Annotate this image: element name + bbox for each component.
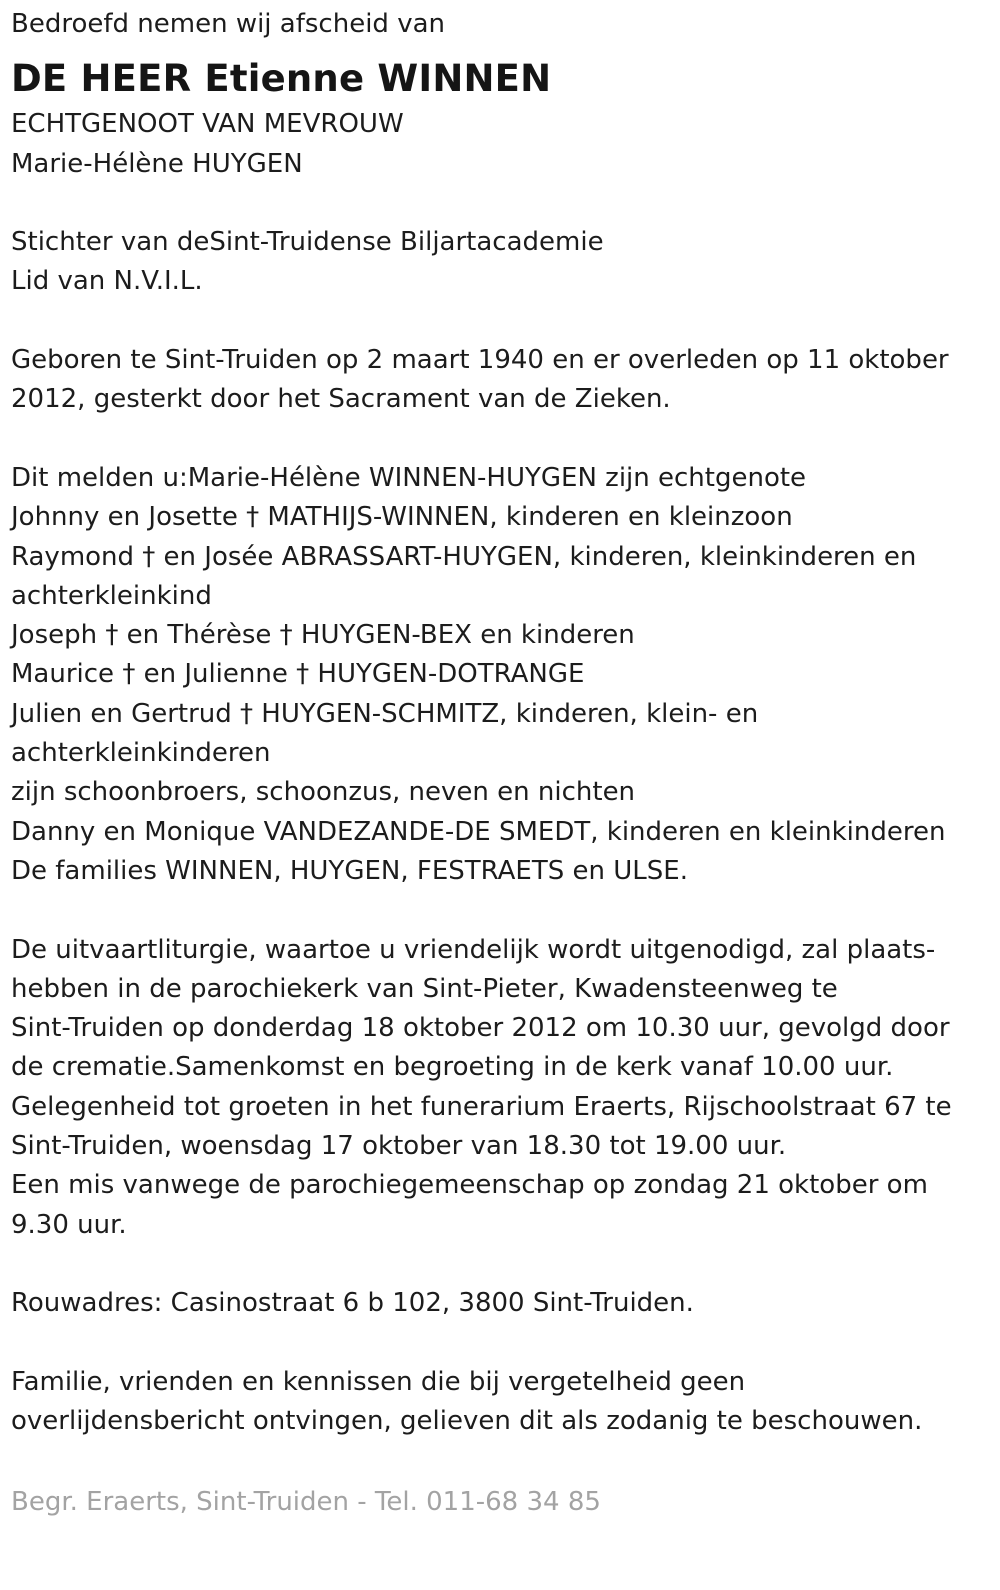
family-line: Maurice † en Julienne † HUYGEN-DOTRANGE (11, 659, 585, 690)
deceased-name: DE HEER Etienne WINNEN (11, 57, 552, 101)
ceremony-line: 9.30 uur. (11, 1209, 127, 1240)
ceremony-line: Een mis vanwege de parochiegemeenschap op zondag 21 oktober om (11, 1170, 928, 1201)
ceremony-line: De uitvaartliturgie, waartoe u vriendelijk wordt uitgenodigd, zal plaats- (11, 934, 936, 965)
ceremony-line: hebben in de parochiekerk van Sint-Pieter, Kwadensteenweg te (11, 973, 838, 1004)
birth-death-line: Geboren te Sint-Truiden op 2 maart 1940 en er overleden op 11 oktober (11, 345, 949, 376)
ceremony-line: de crematie.Samenkomst en begroeting in de kerk vanaf 10.00 uur. (11, 1052, 894, 1083)
roles-section (11, 223, 981, 302)
spacer (11, 891, 981, 930)
family-line: zijn schoonbroers, schoonzus, neven en nichten (11, 777, 636, 808)
spacer (11, 184, 981, 223)
ceremony-section (11, 931, 981, 1245)
family-line: De families WINNEN, HUYGEN, FESTRAETS en ULSE. (11, 855, 688, 886)
family-section (11, 459, 981, 891)
funeral-director-footer: Begr. Eraerts, Sint-Truiden - Tel. 011-68 34 85 (11, 1486, 601, 1517)
family-line: Raymond † en Josée ABRASSART-HUYGEN, kinderen, kleinkinderen en (11, 541, 917, 572)
spacer (11, 302, 981, 341)
ceremony-line: Sint-Truiden, woensdag 17 oktober van 18.30 tot 19.00 uur. (11, 1131, 787, 1162)
spouse-title: ECHTGENOOT VAN MEVROUW (11, 109, 404, 140)
spouse-name: Marie-Hélène HUYGEN (11, 148, 303, 179)
spacer (11, 1245, 981, 1284)
intro-text: Bedroefd nemen wij afscheid van (11, 9, 445, 39)
family-line: Danny en Monique VANDEZANDE-DE SMEDT, kinderen en kleinkinderen (11, 816, 946, 847)
notice-line: Familie, vrienden en kennissen die bij vergetelheid geen (11, 1366, 746, 1397)
spacer (11, 420, 981, 459)
notice-line: overlijdensbericht ontvingen, gelieven dit als zodanig te beschouwen. (11, 1406, 923, 1437)
mourning-address: Rouwadres: Casinostraat 6 b 102, 3800 Sint-Truiden. (11, 1288, 694, 1319)
family-line: achterkleinkind (11, 580, 212, 611)
spacer (11, 1441, 981, 1480)
ceremony-line: Gelegenheid tot groeten in het funerarium Eraerts, Rijschoolstraat 67 te (11, 1091, 952, 1122)
family-line: Dit melden u:Marie-Hélène WINNEN-HUYGEN zijn echtgenote (11, 462, 807, 493)
family-line: achterkleinkinderen (11, 738, 271, 769)
family-line: Johnny en Josette † MATHIJS-WINNEN, kinderen en kleinzoon (11, 502, 793, 533)
family-line: Julien en Gertrud † HUYGEN-SCHMITZ, kinderen, klein- en (11, 698, 759, 729)
role-line: Stichter van deSint-Truidense Biljartacademie (11, 227, 604, 258)
ceremony-line: Sint-Truiden op donderdag 18 oktober 2012 om 10.30 uur, gevolgd door (11, 1013, 950, 1044)
notice-section (11, 1363, 981, 1442)
birth-death-line: 2012, gesterkt door het Sacrament van de Zieken. (11, 384, 671, 415)
family-line: Joseph † en Thérèse † HUYGEN-BEX en kinderen (11, 620, 635, 651)
birth-death-section (11, 341, 981, 420)
role-line: Lid van N.V.I.L. (11, 266, 203, 297)
spacer (11, 1324, 981, 1363)
